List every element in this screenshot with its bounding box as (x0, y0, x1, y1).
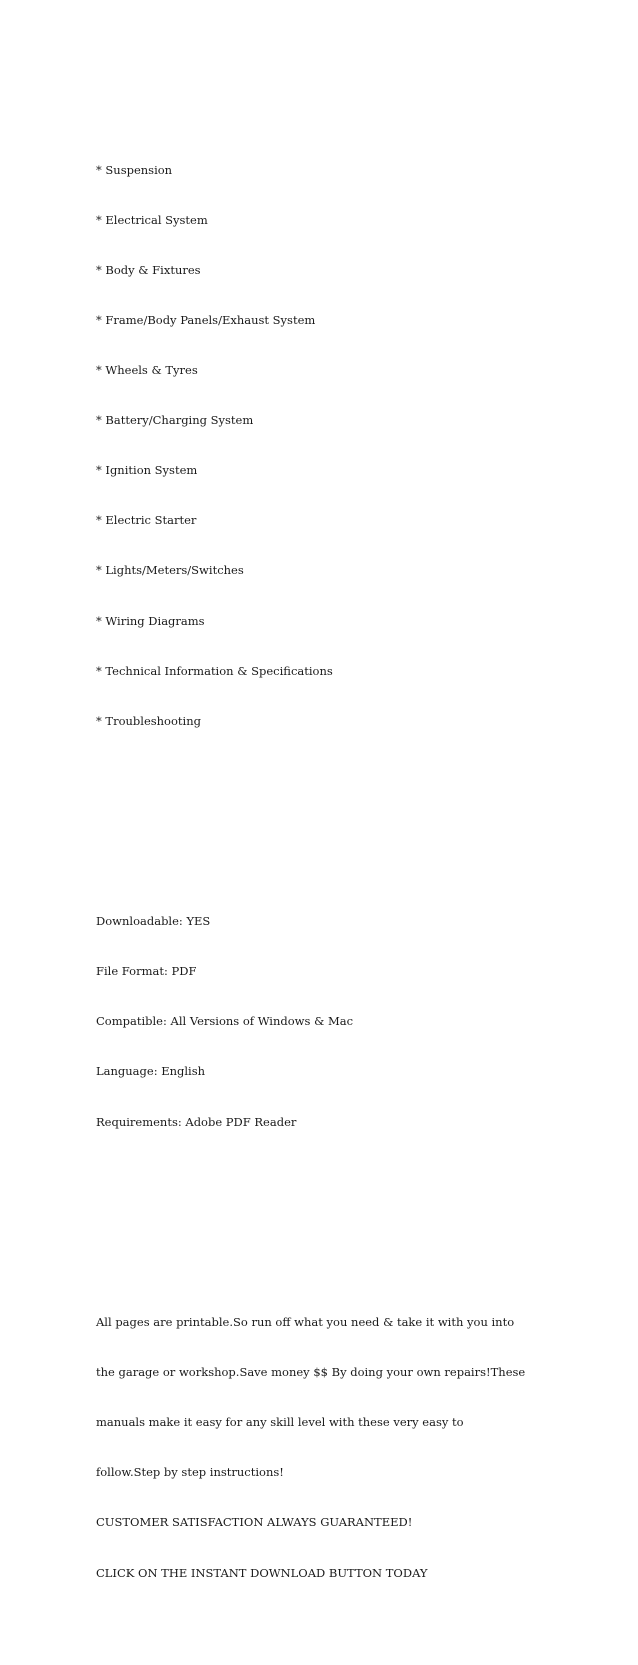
feature-item-ignition-system: * Ignition System (96, 463, 198, 478)
paragraph-gap (96, 1214, 556, 1231)
description-block (96, 1281, 556, 1615)
spec-compatible: Compatible: All Versions of Windows & Mac (96, 1014, 354, 1029)
description-line: All pages are printable.So run off what you need & take it with you into (96, 1315, 515, 1329)
document-content (96, 78, 556, 1665)
feature-item-battery-charging: * Battery/Charging System (96, 413, 254, 428)
spec-requirements: Requirements: Adobe PDF Reader (96, 1114, 297, 1129)
spec-file-format: File Format: PDF (96, 964, 197, 979)
feature-item-technical-information: * Technical Information & Specifications (96, 663, 333, 678)
feature-item-body-fixtures: * Body & Fixtures (96, 262, 201, 277)
feature-item-electrical-system: * Electrical System (96, 212, 208, 227)
description-line: the garage or workshop.Save money $$ By doing your own repairs!These (96, 1365, 526, 1380)
spec-downloadable: Downloadable: YES (96, 914, 211, 929)
feature-item-electric-starter: * Electric Starter (96, 513, 197, 528)
feature-item-wiring-diagrams: * Wiring Diagrams (96, 613, 205, 628)
description-line: manuals make it easy for any skill level with these very easy to (96, 1415, 464, 1430)
feature-item-wheels-tyres: * Wheels & Tyres (96, 362, 198, 377)
feature-item-troubleshooting: * Troubleshooting (96, 713, 201, 728)
description-line: follow.Step by step instructions! (96, 1465, 284, 1480)
call-to-action-line: CLICK ON THE INSTANT DOWNLOAD BUTTON TODAY (96, 1565, 428, 1580)
guarantee-line: CUSTOMER SATISFACTION ALWAYS GUARANTEED! (96, 1515, 413, 1530)
paragraph-gap (96, 813, 556, 830)
spec-language: Language: English (96, 1064, 206, 1079)
feature-item-lights-meters-switches: * Lights/Meters/Switches (96, 563, 244, 578)
feature-item-suspension: * Suspension (96, 162, 173, 177)
feature-item-frame-body-panels: * Frame/Body Panels/Exhaust System (96, 312, 316, 327)
feature-list (96, 128, 556, 763)
spec-list (96, 880, 556, 1164)
